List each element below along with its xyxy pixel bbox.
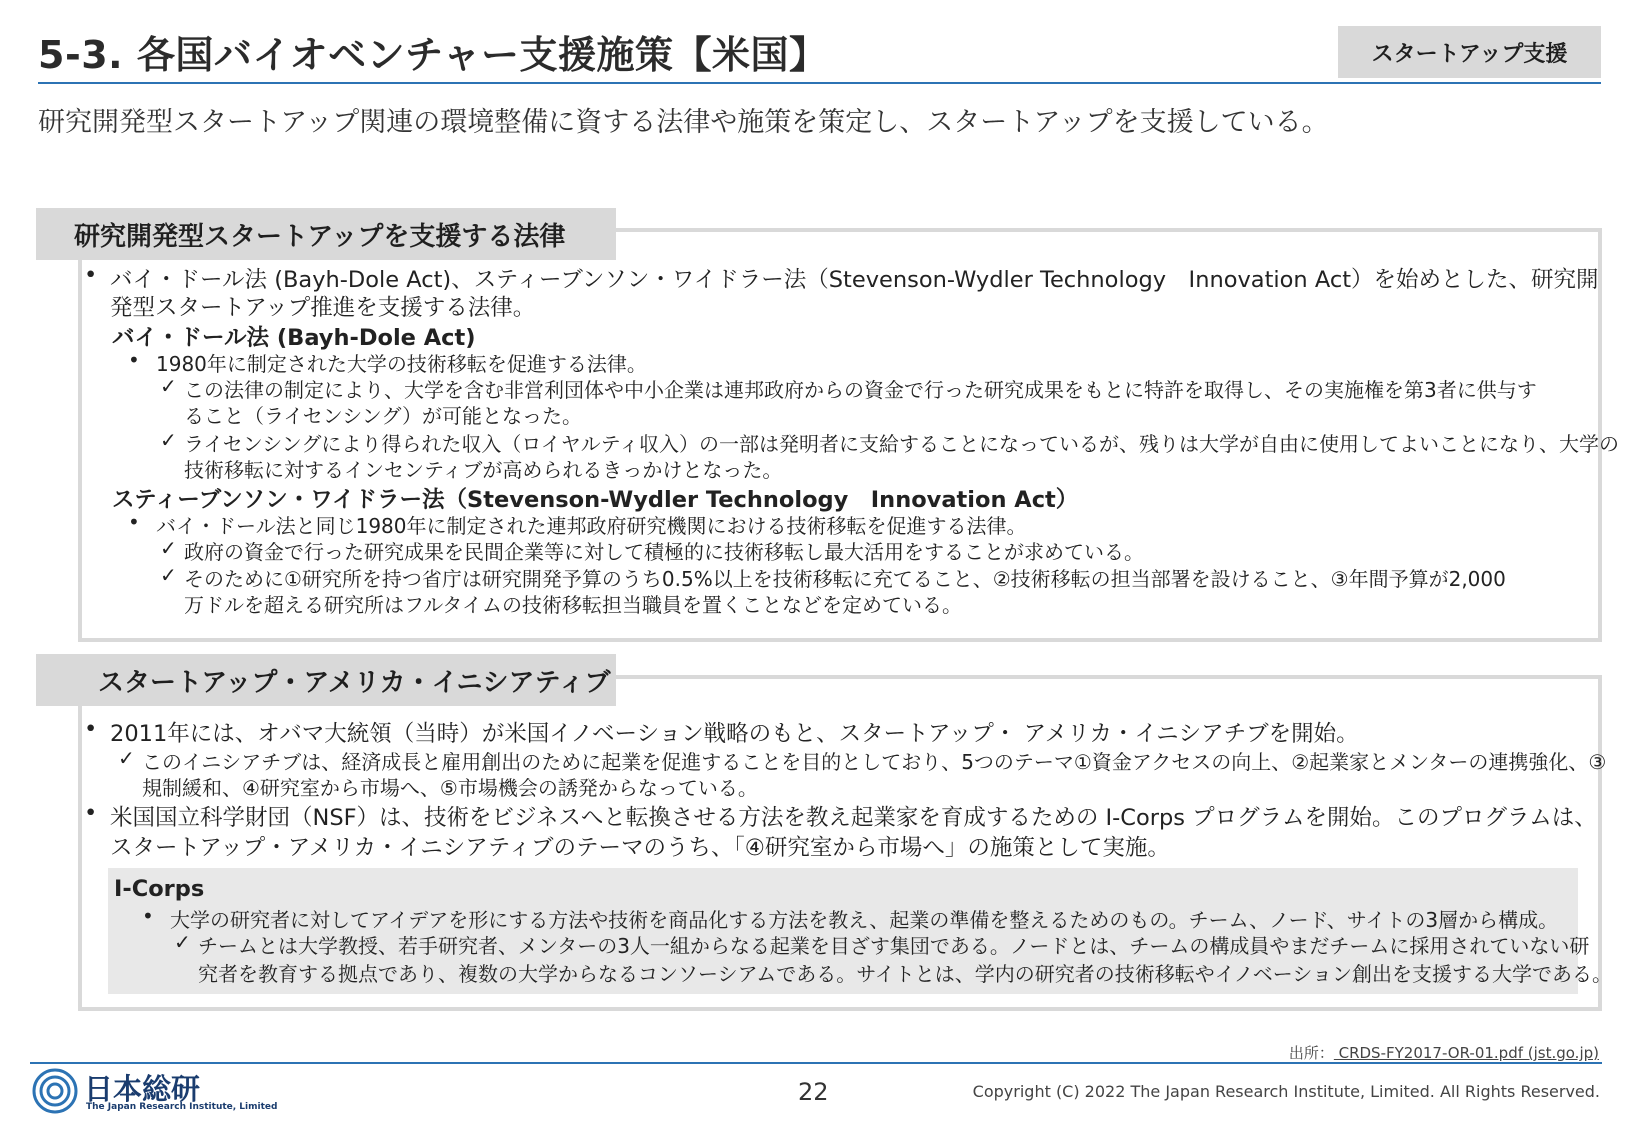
footer-divider: [30, 1062, 1602, 1064]
initiative-point2-line1: 米国国立科学財団（NSF）は、技術をビジネスへと転換させる方法を教え起業家を育成するための I-Corps プログラムを開始。このプログラムは、: [110, 805, 1597, 831]
check-icon: ✓: [118, 746, 135, 770]
title-divider: [38, 82, 1601, 84]
law1-check2-line1: ライセンシングにより得られた収入（ロイヤルティ収入）の一部は発明者に支給することになっているが、残りは大学が自由に使用してよいことになり、大学の: [184, 432, 1619, 456]
check-icon: ✓: [160, 536, 177, 560]
page-title: 5-3. 各国バイオベンチャー支援施策【米国】: [38, 33, 828, 77]
icorps-check-line2: 究者を教育する拠点であり、複数の大学からなるコンソーシアムである。サイトとは、学内の研究者の技術移転やイノベーション創出を支援する大学である。: [198, 962, 1612, 986]
laws-intro-line2: 発型スタートアップ推進を支援する法律。: [110, 295, 536, 321]
bullet-dot: •: [128, 510, 140, 534]
check-icon: ✓: [160, 563, 177, 587]
section-laws-heading: 研究開発型スタートアップを支援する法律: [36, 208, 616, 260]
company-logo-icon: [30, 1066, 80, 1116]
bullet-dot: •: [84, 262, 98, 288]
initiative-point1: 2011年には、オバマ大統領（当時）が米国イノベーション戦略のもと、スタートアップ・ アメリカ・イニシアチブを開始。: [110, 721, 1359, 747]
initiative-check-line2: 規制緩和、④研究室から市場へ、⑤市場機会の誘発からなっている。: [142, 776, 758, 800]
law1-point: 1980年に制定された大学の技術移転を促進する法律。: [156, 352, 647, 376]
source-citation: [1289, 1042, 1599, 1063]
source-label: 出所：: [1288, 1044, 1334, 1062]
law1-check1-line2: ること（ライセンシング）が可能となった。: [184, 404, 582, 428]
section-initiative-heading: スタートアップ・アメリカ・イニシアティブ: [36, 654, 616, 706]
copyright-notice: Copyright (C) 2022 The Japan Research Institute, Limited. All Rights Reserved.: [972, 1082, 1600, 1101]
bullet-dot: •: [128, 348, 140, 372]
source-link[interactable]: CRDS-FY2017-OR-01.pdf (jst.go.jp): [1333, 1044, 1599, 1062]
law2-title: スティーブンソン・ワイドラー法（Stevenson-Wydler Technology Innovation Act）: [112, 487, 1079, 513]
law2-point: バイ・ドール法と同じ1980年に制定された連邦政府研究機関における技術移転を促進する法律。: [156, 514, 1027, 538]
bullet-dot: •: [142, 904, 154, 928]
law1-check2-line2: 技術移転に対するインセンティブが高められるきっかけとなった。: [184, 458, 783, 482]
laws-intro-line: [84, 262, 97, 288]
bullet-dot: •: [84, 800, 98, 826]
icorps-title: I-Corps: [114, 876, 205, 902]
initiative-check-line1: このイニシアチブは、経済成長と雇用創出のために起業を促進することを目的としており、5つのテーマ①資金アクセスの向上、②起業家とメンターの連携強化、③: [142, 750, 1607, 774]
check-icon: ✓: [160, 374, 177, 398]
law2-check2-line2: 万ドルを超える研究所はフルタイムの技術移転担当職員を置くことなどを定めている。: [184, 593, 962, 617]
initiative-point2-line2: スタートアップ・アメリカ・イニシアティブのテーマのうち、「④研究室から市場へ」の施策として実施。: [110, 835, 1170, 861]
category-tag: スタートアップ支援: [1338, 26, 1601, 78]
law2-check2-line1: そのために①研究所を持つ省庁は研究開発予算のうち0.5%以上を技術移転に充てること、②技術移転の担当部署を設けること、③年間予算が2,000: [184, 567, 1506, 591]
icorps-check-line1: チームとは大学教授、若手研究者、メンターの3人一組からなる起業を目ざす集団である。ノードとは、チームの構成員やまだチームに採用されていない研: [198, 934, 1590, 958]
company-logo-text: 日本総研: [84, 1072, 201, 1106]
page-number: 22: [798, 1078, 829, 1106]
page-subtitle: 研究開発型スタートアップ関連の環境整備に資する法律や施策を策定し、スタートアップを支援している。: [38, 107, 1329, 138]
check-icon: ✓: [174, 930, 191, 954]
law2-check1: 政府の資金で行った研究成果を民間企業等に対して積極的に技術移転し最大活用をすることが求めている。: [184, 540, 1144, 564]
check-icon: ✓: [160, 428, 177, 452]
laws-intro-line1: バイ・ドール法 (Bayh-Dole Act)、スティーブンソン・ワイドラー法（Stevenson-Wydler Technology Innovation Act）を始めとした、研究開: [110, 267, 1599, 293]
company-logo-subtext: The Japan Research Institute, Limited: [86, 1102, 278, 1112]
icorps-point: 大学の研究者に対してアイデアを形にする方法や技術を商品化する方法を教え、起業の準備を整えるためのもの。チーム、ノード、サイトの3層から構成。: [170, 908, 1559, 932]
law1-check1-line1: この法律の制定により、大学を含む非営利団体や中小企業は連邦政府からの資金で行った研究成果をもとに特許を取得し、その実施権を第3者に供与す: [184, 378, 1537, 402]
bullet-dot: •: [84, 716, 98, 742]
law1-title: バイ・ドール法 (Bayh-Dole Act): [112, 325, 476, 351]
